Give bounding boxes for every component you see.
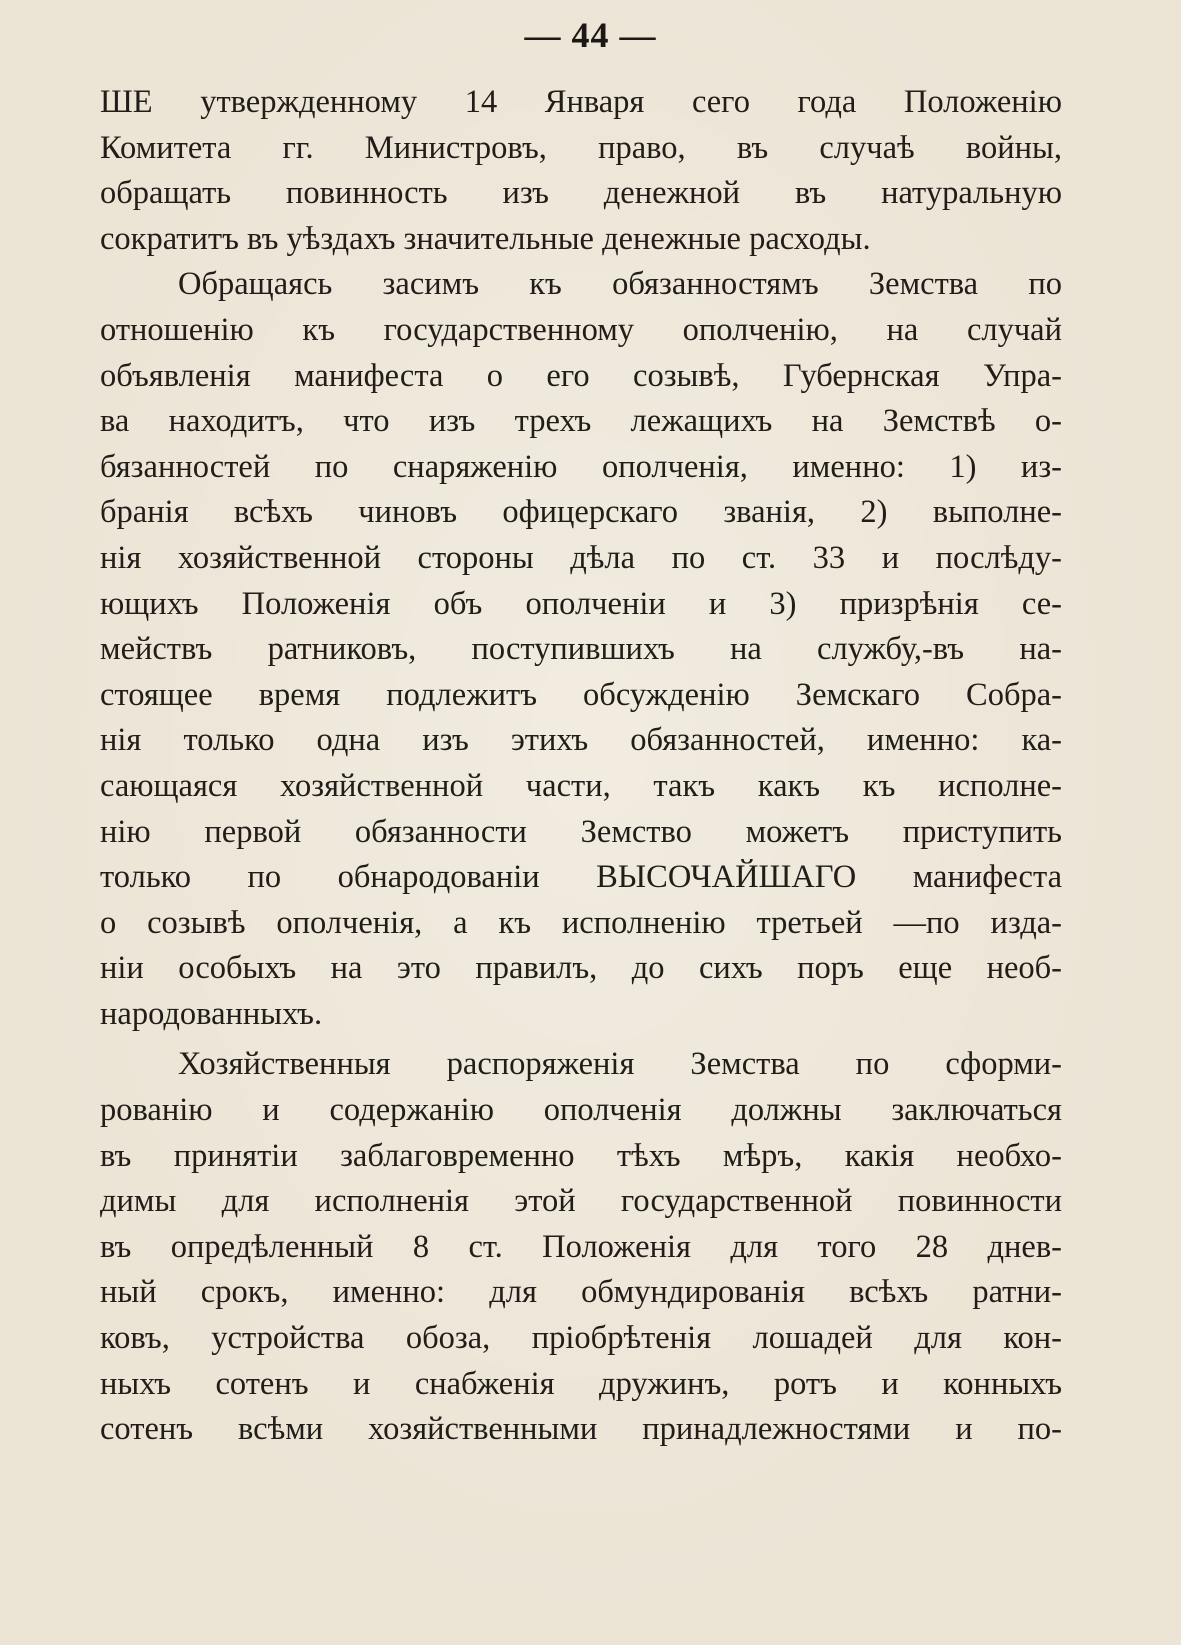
body-text: [100, 80, 1062, 1453]
text-line: стоящее время подлежитъ обсужденію Земскаго Собра-: [100, 676, 1062, 713]
text-line: бязанностей по снаряженію ополченія, именно: 1) из-: [100, 448, 1062, 485]
text-line: Обращаясь засимъ къ обязанностямъ Земства по: [178, 266, 1062, 303]
text-line: ющихъ Положенія объ ополченіи и 3) призрѣнія се-: [100, 585, 1062, 622]
text-line: нія хозяйственной стороны дѣла по ст. 33 и послѣду-: [100, 539, 1062, 576]
text-line: сократитъ въ уѣздахъ значительные денежные расходы.: [100, 220, 871, 257]
paragraph-1: [100, 80, 1062, 262]
text-line: народованныхъ.: [100, 995, 323, 1032]
text-line: димы для исполненія этой государственной повинности: [100, 1183, 1062, 1220]
text-line: объявленія манифеста о его созывѣ, Губернская Упра-: [100, 357, 1062, 394]
text-line: отношенію къ государственному ополченію, на случай: [100, 311, 1062, 348]
text-line: мействъ ратниковъ, поступившихъ на службу,-въ на-: [100, 631, 1062, 668]
text-line: Хозяйственныя распоряженія Земства по сформи-: [178, 1046, 1062, 1083]
text-line: ва находитъ, что изъ трехъ лежащихъ на Земствѣ о-: [100, 403, 1062, 440]
text-line: только по обнародованіи ВЫСОЧАЙШАГО манифеста: [100, 859, 1062, 896]
text-line: нію первой обязанности Земство можетъ приступить: [100, 813, 1062, 850]
text-line: нія только одна изъ этихъ обязанностей, именно: ка-: [100, 722, 1062, 759]
text-line: Комитета гг. Министровъ, право, въ случаѣ войны,: [100, 129, 1062, 166]
text-line: ковъ, устройства обоза, пріобрѣтенія лошадей для кон-: [100, 1320, 1062, 1357]
text-line: въ принятіи заблаговременно тѣхъ мѣръ, какія необхо-: [100, 1137, 1062, 1174]
page-number: — 44 —: [524, 15, 657, 55]
text-line: обращать повинность изъ денежной въ натуральную: [100, 175, 1062, 212]
text-line: ный срокъ, именно: для обмундированія всѣхъ ратни-: [100, 1274, 1062, 1311]
paragraph-2: [100, 262, 1062, 1037]
paragraph-3: [100, 1042, 1062, 1452]
text-line: въ опредѣленный 8 ст. Положенія для того 28 днев-: [100, 1228, 1062, 1265]
text-line: о созывѣ ополченія, а къ исполненію третьей —по изда-: [100, 904, 1062, 941]
text-line: ныхъ сотенъ и снабженія дружинъ, ротъ и конныхъ: [100, 1365, 1062, 1402]
text-line: рованію и содержанію ополченія должны заключаться: [100, 1092, 1062, 1129]
text-line: бранія всѣхъ чиновъ офицерскаго званія, 2) выполне-: [100, 494, 1062, 531]
text-line: сающаяся хозяйственной части, такъ какъ къ исполне-: [100, 767, 1062, 804]
text-line: сотенъ всѣми хозяйственными принадлежностями и по-: [100, 1411, 1062, 1448]
text-line: ніи особыхъ на это правилъ, до сихъ поръ еще необ-: [100, 950, 1062, 987]
text-line: ШЕ утвержденному 14 Января сего года Положенію: [100, 84, 1062, 120]
